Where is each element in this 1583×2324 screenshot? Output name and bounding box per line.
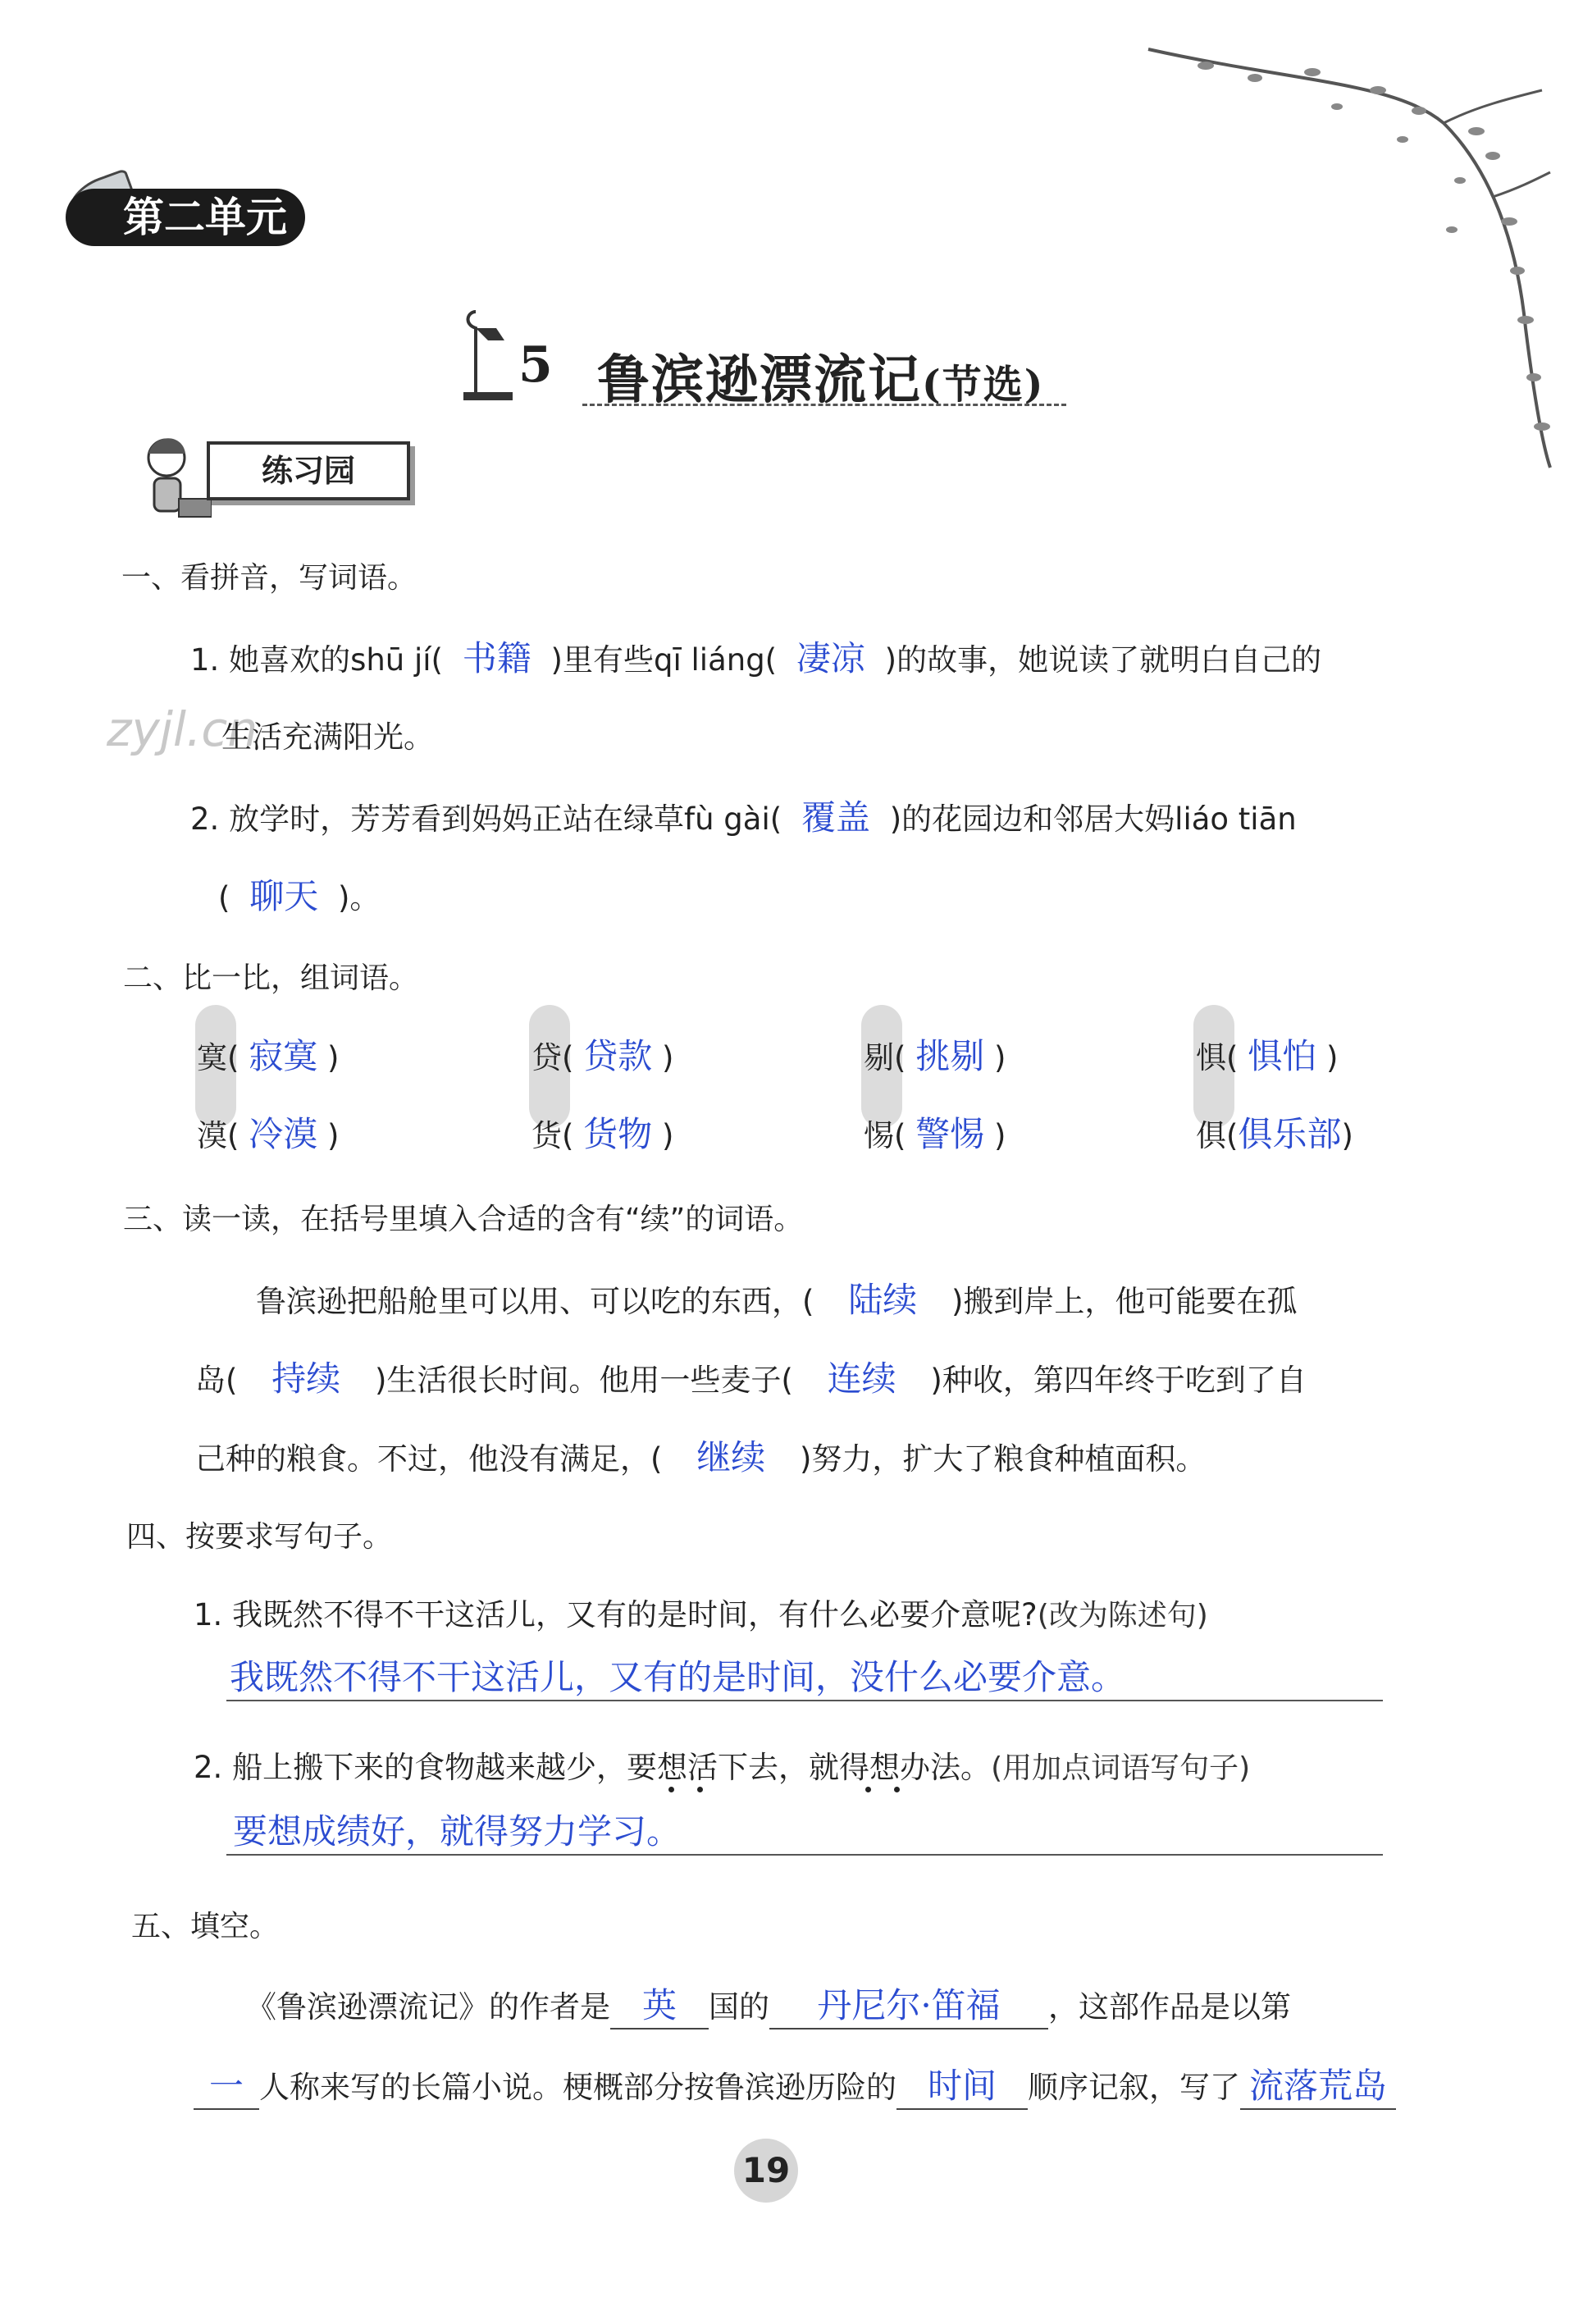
q1-item2-text-b: )的花园边和邻居大妈liáo tiān <box>889 801 1297 837</box>
q5-blank4 <box>896 2059 1028 2110</box>
q3-heading: 三、读一读，在括号里填入合适的含有“续”的词语。 <box>123 1203 804 1236</box>
q4-answer2: 要想成绩好，就得努力学习。 <box>233 1811 682 1851</box>
page-number: 19 <box>734 2139 798 2203</box>
q4-s2-note: (用加点词语写句子) <box>991 1751 1251 1785</box>
q5-blank2 <box>769 1979 1048 2030</box>
section-panel: 练习园 <box>207 441 410 500</box>
q4-s1-text: 1. 我既然不得不干这活儿，又有的是时间，有什么必要介意呢? <box>194 1597 1038 1632</box>
q5-text: 《鲁滨逊漂流记》的作者是 <box>246 1989 610 2025</box>
unit-title: 第二单元 <box>66 189 305 246</box>
q2-char: 剔 <box>864 1040 894 1075</box>
q3-text: 鲁滨逊把船舱里可以用、可以吃的东西，( <box>256 1284 814 1319</box>
q3-line3 <box>195 1431 1206 1480</box>
q5-text: ，这部作品是以第 <box>1048 1989 1291 2025</box>
q4-heading: 四、按要求写句子。 <box>126 1520 393 1554</box>
q3-text: )种收，第四年终于吃到了自 <box>930 1363 1307 1398</box>
q3-text: )努力，扩大了粮食种植面积。 <box>799 1441 1207 1477</box>
q2-pair-1-4: 惧( 惧怕 ) <box>1196 1036 1339 1076</box>
watermark: zyjl.cn <box>107 701 258 757</box>
q5-line1 <box>246 1979 1291 2030</box>
q2-char: 寞 <box>197 1040 227 1075</box>
emphasis-dot <box>697 1787 703 1792</box>
q5-blank3 <box>194 2059 259 2110</box>
q1-item1-answer2: 凄凉 <box>796 638 865 678</box>
q3-answer1: 陆续 <box>848 1280 918 1320</box>
q5-blank1 <box>610 1979 709 2030</box>
lesson-subtitle: (节选) <box>922 362 1045 408</box>
q5-answer5: 流落荒岛 <box>1248 2066 1387 2106</box>
q2-char: 漠 <box>197 1118 227 1153</box>
q4-s2-text: 2. 船上搬下来的食物越来越少，要想活下去，就得想办法。 <box>194 1750 992 1785</box>
emphasis-dot <box>668 1787 674 1792</box>
q1-item1-line2: 生活充满阳光。 <box>221 719 434 755</box>
q3-text: 己种的粮食。不过，他没有满足，( <box>195 1441 663 1477</box>
emphasis-dot <box>865 1787 871 1792</box>
q2-pair-2-1: 漠( 冷漠 ) <box>197 1114 340 1154</box>
q1-item1-text-a: 1. 她喜欢的shū jí( <box>190 642 443 678</box>
q2-pair-2-2: 货( 货物 ) <box>531 1114 674 1154</box>
q2-answer: 冷漠 <box>249 1114 318 1154</box>
q2-answer: 惧怕 <box>1248 1036 1317 1076</box>
lesson-title <box>597 338 1044 413</box>
q5-text: 人称来写的长篇小说。梗概部分按鲁滨逊历险的 <box>259 2070 896 2105</box>
q5-answer1: 英 <box>641 1985 677 2025</box>
q1-item2-open: ( <box>218 880 230 915</box>
q1-item1-answer1: 书籍 <box>462 638 531 678</box>
emphasis-dot <box>894 1787 900 1792</box>
q3-answer4: 继续 <box>696 1437 766 1477</box>
q1-item1-text-b: )里有些qī liáng( <box>550 642 778 678</box>
q5-blank5 <box>1240 2059 1396 2110</box>
q5-answer3: 一 <box>208 2066 244 2106</box>
branch-decoration <box>1132 33 1558 476</box>
q2-char: 货 <box>531 1118 562 1153</box>
q5-line2 <box>194 2059 1396 2110</box>
q5-answer2: 丹尼尔·笛福 <box>817 1985 1001 2025</box>
q1-item2-text-a: 2. 放学时，芳芳看到妈妈正站在绿草fù gài( <box>190 801 782 837</box>
q3-text: 岛( <box>195 1363 238 1398</box>
q1-item2-answer2: 聊天 <box>249 876 319 916</box>
q3-answer3: 连续 <box>827 1358 896 1399</box>
q4-sentence1 <box>194 1590 1208 1634</box>
q1-item1-text-c: )的故事，她说读了就明白自己的 <box>884 642 1322 678</box>
q2-answer: 货物 <box>583 1114 653 1154</box>
q2-char: 俱 <box>1196 1118 1226 1153</box>
q2-char: 惕 <box>864 1118 894 1153</box>
q1-item1-line1 <box>190 632 1321 681</box>
lesson-title-main: 鲁滨逊漂流记 <box>597 349 922 411</box>
q2-answer: 寂寞 <box>249 1036 318 1076</box>
lesson-number: 5 <box>518 336 553 394</box>
q2-pair-1-2: 贷( 贷款 ) <box>531 1036 674 1076</box>
q1-item2-answer1: 覆盖 <box>801 797 870 838</box>
q4-sentence2 <box>194 1742 1250 1787</box>
q5-answer4: 时间 <box>927 2066 997 2106</box>
q4-s1-note: (改为陈述句) <box>1037 1599 1208 1632</box>
q2-answer: 警惕 <box>915 1114 985 1154</box>
q2-char: 贷 <box>531 1040 562 1075</box>
q2-char: 惧 <box>1196 1040 1226 1075</box>
q5-text: 国的 <box>709 1989 769 2025</box>
q3-text: )生活很长时间。他用一些麦子( <box>374 1363 793 1398</box>
q3-line2 <box>195 1352 1307 1401</box>
answer-line <box>226 1854 1383 1856</box>
q3-line1 <box>256 1273 1297 1322</box>
q2-pair-1-3: 剔( 挑剔 ) <box>864 1036 1006 1076</box>
q5-heading: 五、填空。 <box>131 1910 280 1943</box>
q2-heading: 二、比一比，组词语。 <box>123 961 419 995</box>
q1-heading: 一、看拼音，写词语。 <box>121 561 417 595</box>
q1-item2-line2 <box>218 870 380 919</box>
q3-answer2: 持续 <box>271 1358 341 1399</box>
answer-line <box>226 1700 1383 1701</box>
q3-text: )搬到岸上，他可能要在孤 <box>951 1284 1298 1319</box>
q2-answer: 挑剔 <box>915 1036 985 1076</box>
q1-item2-line1 <box>190 791 1297 840</box>
q1-item2-close: )。 <box>337 880 381 915</box>
kid-reading-icon <box>138 433 212 523</box>
q2-answer: 俱乐部 <box>1238 1114 1342 1154</box>
title-underline <box>582 404 1066 406</box>
q2-pair-2-4: 俱(俱乐部) <box>1196 1114 1353 1154</box>
q5-text: 顺序记叙，写了 <box>1028 2070 1240 2105</box>
q4-answer1: 我既然不得不干这活儿，又有的是时间，没什么必要介意。 <box>230 1657 1126 1697</box>
q2-pair-2-3: 惕( 警惕 ) <box>864 1114 1006 1154</box>
lamp-icon <box>459 304 517 402</box>
q2-answer: 贷款 <box>583 1036 653 1076</box>
q2-pair-1-1: 寞( 寂寞 ) <box>197 1036 340 1076</box>
